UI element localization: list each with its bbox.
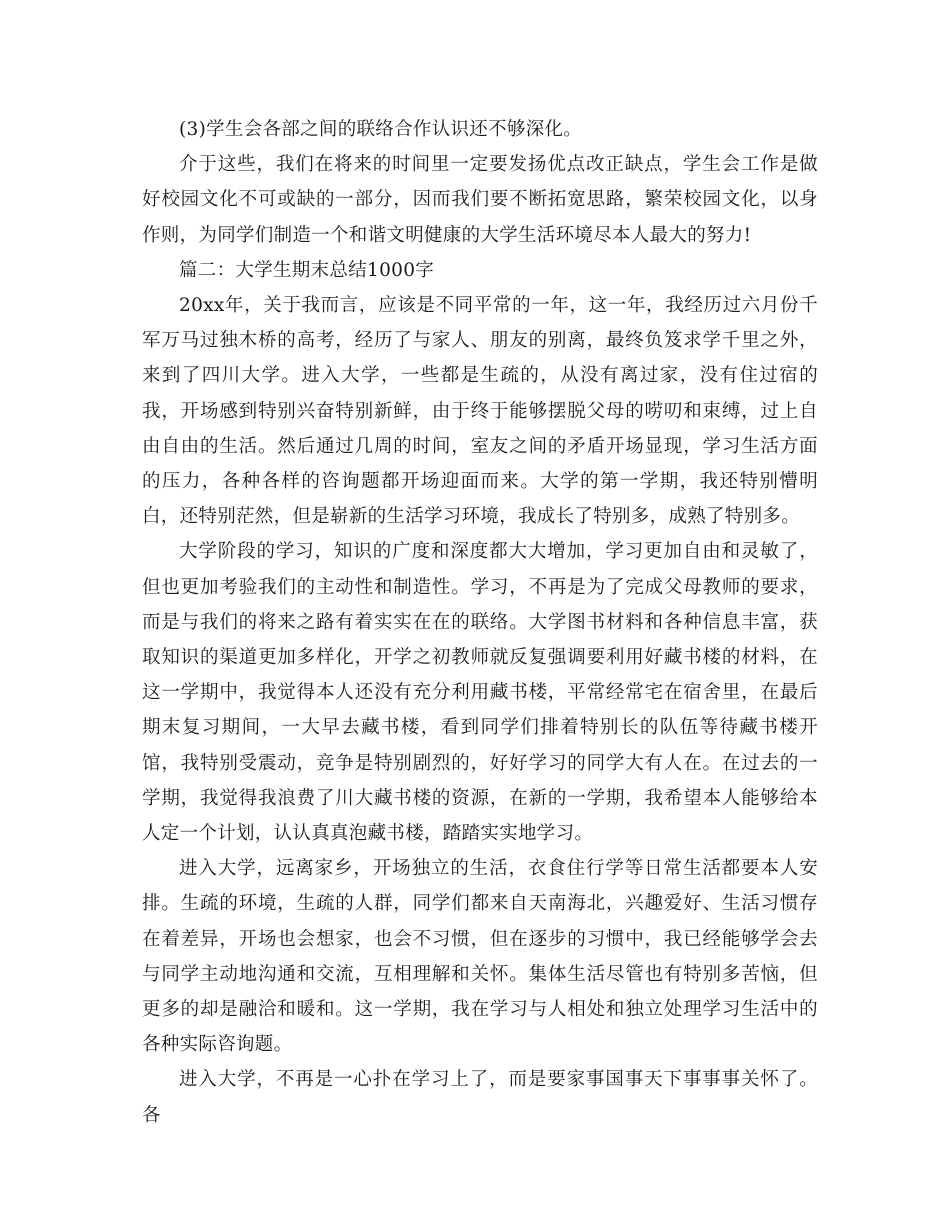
document-body [142,112,818,1133]
paragraph-study: 大学阶段的学习，知识的广度和深度都大大增加，学习更加自由和灵敏了，但也更加考验我们的主动性和制造性。学习，不再是为了完成父母教师的要求，而是与我们的将来之路有着实实在在的联络。大学图书材料和各种信息丰富，获取知识的渠道更加多样化，开学之初教师就反复强调要利用好藏书楼的材料，在这一学期中，我觉得本人还没有充分利用藏书楼，平常经常宅在宿舍里，在最后期末复习期间，一大早去藏书楼，看到同学们排着特别长的队伍等待藏书楼开馆，我特别受震动，竞争是特别剧烈的，好好学习的同学大有人在。在过去的一学期，我觉得我浪费了川大藏书楼的资源，在新的一学期，我希望本人能够给本人定一个计划，认认真真泡藏书楼，踏踏实实地学习。 [142,541,818,845]
paragraph-conclusion: 介于这些，我们在将来的时间里一定要发扬优点改正缺点，学生会工作是做好校园文化不可或缺的一部分，因而我们要不断拓宽思路，繁荣校园文化，以身作则，为同学们制造一个和谐文明健康的大学生活环境尽本人最大的努力! [142,154,818,246]
paragraph-independent-life: 进入大学，远离家乡，开场独立的生活，衣食住行学等日常生活都要本人安排。生疏的环境，生疏的人群，同学们都来自天南海北，兴趣爱好、生活习惯存在着差异，开场也会想家，也会不习惯，但在逐步的习惯中，我已经能够学会去与同学主动地沟通和交流，互相理解和关怀。集体生活尽管也有特别多苦恼，但更多的却是融洽和暖和。这一学期，我在学习与人相处和独立处理学习生活中的各种实际咨询题。 [142,858,818,1056]
paragraph-concern-world: 进入大学，不再是一心扑在学习上了，而是要家事国事天下事事事关怀了。各 [142,1069,818,1126]
section-heading: 篇二：大学生期末总结1000字 [179,259,435,281]
paragraph-student-union-issue: (3)学生会各部之间的联络合作认识还不够深化。 [179,119,583,140]
paragraph-first-year: 20xx年，关于我而言，应该是不同平常的一年，这一年，我经历过六月份千军万马过独木桥的高考，经历了与家人、朋友的别离，最终负笈求学千里之外，来到了四川大学。进入大学，一些都是生疏的，从没有离过家，没有住过宿的我，开场感到特别兴奋特别新鲜，由于终于能够摆脱父母的唠叨和束缚，过上自由自由的生活。然后通过几周的时间，室友之间的矛盾开场显现，学习生活方面的压力，各种各样的咨询题都开场迎面而来。大学的第一学期，我还特别懵明白，还特别茫然，但是崭新的生活学习环境，我成长了特别多，成熟了特别多。 [142,295,818,528]
